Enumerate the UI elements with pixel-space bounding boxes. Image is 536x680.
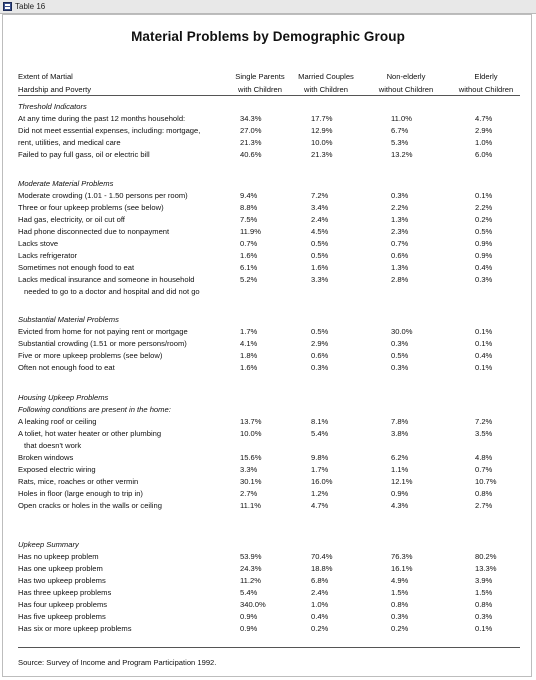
cell-elderly: 0.1% xyxy=(475,327,493,336)
section-title: Moderate Material Problems xyxy=(18,179,114,188)
table-row xyxy=(0,599,536,611)
cell-elderly: 0.8% xyxy=(475,600,493,609)
window-title: Table 16 xyxy=(15,2,46,11)
cell-married-couples: 0.3% xyxy=(311,363,329,372)
cell-married-couples: 12.9% xyxy=(311,126,333,135)
header-col-married-couples-line2: with Children xyxy=(304,85,348,94)
cell-single-parents: 0.7% xyxy=(240,239,258,248)
row-label: Has no upkeep problem xyxy=(18,552,99,561)
table-row xyxy=(0,611,536,623)
table-row xyxy=(0,202,536,214)
cell-non-elderly: 30.0% xyxy=(391,327,413,336)
cell-married-couples: 4.7% xyxy=(311,501,329,510)
cell-elderly: 4.8% xyxy=(475,453,493,462)
row-label: rent, utilities, and medical care xyxy=(18,138,121,147)
cell-single-parents: 8.8% xyxy=(240,203,258,212)
table-row xyxy=(0,338,536,350)
cell-non-elderly: 0.2% xyxy=(391,624,409,633)
cell-elderly: 2.2% xyxy=(475,203,493,212)
table-row xyxy=(0,623,536,635)
table-icon xyxy=(3,2,12,11)
table-row xyxy=(0,262,536,274)
row-label: Holes in floor (large enough to trip in) xyxy=(18,489,143,498)
row-label: Evicted from home for not paying rent or mortgage xyxy=(18,327,188,336)
cell-single-parents: 30.1% xyxy=(240,477,262,486)
cell-married-couples: 16.0% xyxy=(311,477,333,486)
section-heading xyxy=(0,539,536,551)
cell-non-elderly: 1.1% xyxy=(391,465,409,474)
cell-single-parents: 1.6% xyxy=(240,363,258,372)
cell-single-parents: 340.0% xyxy=(240,600,266,609)
cell-non-elderly: 13.2% xyxy=(391,150,413,159)
cell-married-couples: 4.5% xyxy=(311,227,329,236)
cell-single-parents: 34.3% xyxy=(240,114,262,123)
cell-single-parents: 24.3% xyxy=(240,564,262,573)
table-row xyxy=(0,274,536,286)
section-title: Upkeep Summary xyxy=(18,540,79,549)
cell-married-couples: 1.7% xyxy=(311,465,329,474)
cell-elderly: 0.4% xyxy=(475,263,493,272)
header-col-married-couples-line1: Married Couples xyxy=(298,72,354,81)
cell-married-couples: 2.4% xyxy=(311,215,329,224)
cell-married-couples: 0.5% xyxy=(311,327,329,336)
cell-non-elderly: 0.9% xyxy=(391,489,409,498)
cell-single-parents: 1.7% xyxy=(240,327,258,336)
cell-elderly: 13.3% xyxy=(475,564,497,573)
cell-married-couples: 10.0% xyxy=(311,138,333,147)
cell-non-elderly: 6.2% xyxy=(391,453,409,462)
cell-elderly: 0.7% xyxy=(475,465,493,474)
cell-single-parents: 53.9% xyxy=(240,552,262,561)
header-col-elderly-line2: without Children xyxy=(458,85,514,94)
row-label: A toliet, hot water heater or other plumbing xyxy=(18,429,162,438)
footer-rule xyxy=(18,647,520,648)
row-label: Had phone disconnected due to nonpayment xyxy=(18,227,170,236)
cell-non-elderly: 0.3% xyxy=(391,363,409,372)
cell-married-couples: 0.5% xyxy=(311,239,329,248)
cell-non-elderly: 1.3% xyxy=(391,263,409,272)
section-title: Threshold Indicators xyxy=(18,102,87,111)
cell-non-elderly: 2.8% xyxy=(391,275,409,284)
cell-married-couples: 18.8% xyxy=(311,564,333,573)
header-col-elderly-line1: Elderly xyxy=(474,72,498,81)
table-row xyxy=(0,587,536,599)
cell-single-parents: 15.6% xyxy=(240,453,262,462)
header-col-extent xyxy=(18,70,91,96)
table-row xyxy=(0,362,536,374)
row-label: Lacks refrigerator xyxy=(18,251,78,260)
table-row xyxy=(0,190,536,202)
table-row xyxy=(0,214,536,226)
table-row xyxy=(0,250,536,262)
row-label: Broken windows xyxy=(18,453,74,462)
cell-non-elderly: 2.3% xyxy=(391,227,409,236)
cell-single-parents: 1.8% xyxy=(240,351,258,360)
window-titlebar xyxy=(0,0,536,14)
table-row-continuation xyxy=(0,286,536,298)
table-row xyxy=(0,452,536,464)
header-col-extent-line2: Hardship and Poverty xyxy=(18,85,92,94)
cell-married-couples: 70.4% xyxy=(311,552,333,561)
cell-non-elderly: 11.0% xyxy=(391,114,412,123)
table-row xyxy=(0,488,536,500)
cell-single-parents: 7.5% xyxy=(240,215,258,224)
cell-non-elderly: 0.7% xyxy=(391,239,409,248)
source-label: Source: xyxy=(18,658,45,667)
cell-non-elderly: 4.3% xyxy=(391,501,409,510)
cell-elderly: 0.5% xyxy=(475,227,493,236)
row-label: Failed to pay full gass, oil or electric bill xyxy=(18,150,150,159)
cell-single-parents: 11.1% xyxy=(240,501,261,510)
row-label: Has four upkeep problems xyxy=(18,600,108,609)
row-label: Sometimes not enough food to eat xyxy=(18,263,135,272)
cell-non-elderly: 2.2% xyxy=(391,203,409,212)
table-row-continuation xyxy=(0,440,536,452)
section-heading xyxy=(0,392,536,404)
header-col-non-elderly-line2: without Children xyxy=(378,85,434,94)
table-row xyxy=(0,563,536,575)
cell-elderly: 2.9% xyxy=(475,126,493,135)
cell-elderly: 10.7% xyxy=(475,477,497,486)
row-label: Has three upkeep problems xyxy=(18,588,112,597)
row-label: that doesn't work xyxy=(24,441,82,450)
row-label: Exposed electric wiring xyxy=(18,465,96,474)
cell-elderly: 4.7% xyxy=(475,114,493,123)
cell-single-parents: 11.9% xyxy=(240,227,261,236)
section-title: Housing Upkeep Problems xyxy=(18,393,109,402)
table-row xyxy=(0,416,536,428)
header-col-single-parents-line1: Single Parents xyxy=(235,72,285,81)
cell-elderly: 0.3% xyxy=(475,612,493,621)
cell-single-parents: 5.2% xyxy=(240,275,258,284)
table-row xyxy=(0,113,536,125)
row-label: A leaking roof or ceiling xyxy=(18,417,97,426)
table-row xyxy=(0,149,536,161)
table-row xyxy=(0,326,536,338)
row-label: Did not meet essential expenses, including: mortgage, xyxy=(18,126,201,135)
row-label: needed to go to a doctor and hospital and did not go xyxy=(24,287,200,296)
cell-married-couples: 5.4% xyxy=(311,429,329,438)
cell-married-couples: 17.7% xyxy=(311,114,333,123)
cell-non-elderly: 7.8% xyxy=(391,417,409,426)
cell-single-parents: 2.7% xyxy=(240,489,258,498)
row-label: Open cracks or holes in the walls or ceiling xyxy=(18,501,162,510)
section-heading xyxy=(0,178,536,190)
cell-single-parents: 13.7% xyxy=(240,417,262,426)
row-label: At any time during the past 12 months household: xyxy=(18,114,186,123)
cell-married-couples: 0.2% xyxy=(311,624,329,633)
cell-married-couples: 2.9% xyxy=(311,339,329,348)
row-label: Rats, mice, roaches or other vermin xyxy=(18,477,139,486)
cell-non-elderly: 0.3% xyxy=(391,339,409,348)
table-title: Material Problems by Demographic Group xyxy=(131,29,405,44)
cell-single-parents: 6.1% xyxy=(240,263,258,272)
row-label: Lacks stove xyxy=(18,239,59,248)
cell-single-parents: 10.0% xyxy=(240,429,262,438)
cell-married-couples: 21.3% xyxy=(311,150,333,159)
row-label: Three or four upkeep problems (see below) xyxy=(18,203,164,212)
row-label: Has five upkeep problems xyxy=(18,612,106,621)
cell-elderly: 0.1% xyxy=(475,363,493,372)
row-label: Often not enough food to eat xyxy=(18,363,115,372)
cell-elderly: 2.7% xyxy=(475,501,493,510)
section-heading xyxy=(0,101,536,113)
cell-elderly: 1.5% xyxy=(475,588,493,597)
cell-married-couples: 3.4% xyxy=(311,203,329,212)
cell-non-elderly: 1.3% xyxy=(391,215,409,224)
row-label: Had gas, electricity, or oil cut off xyxy=(18,215,125,224)
cell-married-couples: 3.3% xyxy=(311,275,329,284)
row-label: Five or more upkeep problems (see below) xyxy=(18,351,163,360)
cell-elderly: 0.3% xyxy=(475,275,493,284)
cell-non-elderly: 12.1% xyxy=(391,477,413,486)
table-row xyxy=(0,125,536,137)
header-col-non-elderly xyxy=(366,70,446,96)
cell-married-couples: 0.4% xyxy=(311,612,329,621)
cell-single-parents: 1.6% xyxy=(240,251,258,260)
cell-elderly: 0.4% xyxy=(475,351,493,360)
cell-elderly: 0.1% xyxy=(475,624,493,633)
table-row xyxy=(0,476,536,488)
cell-non-elderly: 0.5% xyxy=(391,351,409,360)
header-col-single-parents-line2: with Children xyxy=(238,85,282,94)
cell-non-elderly: 0.3% xyxy=(391,191,409,200)
table-row xyxy=(0,350,536,362)
cell-elderly: 0.8% xyxy=(475,489,493,498)
cell-single-parents: 0.9% xyxy=(240,624,258,633)
cell-elderly: 1.0% xyxy=(475,138,493,147)
table-row xyxy=(0,551,536,563)
cell-elderly: 80.2% xyxy=(475,552,497,561)
header-rule xyxy=(18,95,520,96)
cell-single-parents: 27.0% xyxy=(240,126,262,135)
cell-elderly: 0.2% xyxy=(475,215,493,224)
cell-non-elderly: 1.5% xyxy=(391,588,409,597)
table-row xyxy=(0,575,536,587)
cell-non-elderly: 6.7% xyxy=(391,126,409,135)
cell-elderly: 0.1% xyxy=(475,339,493,348)
cell-married-couples: 7.2% xyxy=(311,191,329,200)
cell-single-parents: 4.1% xyxy=(240,339,258,348)
cell-married-couples: 1.2% xyxy=(311,489,329,498)
source-text: Survey of Income and Program Participation 1992. xyxy=(44,658,217,667)
cell-single-parents: 11.2% xyxy=(240,576,261,585)
section-title: Substantial Material Problems xyxy=(18,315,119,324)
row-label: Has two upkeep problems xyxy=(18,576,106,585)
row-label: Lacks medical insurance and someone in household xyxy=(18,275,195,284)
cell-elderly: 0.9% xyxy=(475,251,493,260)
cell-non-elderly: 16.1% xyxy=(391,564,413,573)
table-row xyxy=(0,226,536,238)
source-note xyxy=(18,658,216,667)
cell-married-couples: 0.6% xyxy=(311,351,329,360)
cell-single-parents: 21.3% xyxy=(240,138,262,147)
section-title: Following conditions are present in the home: xyxy=(18,405,171,414)
section-heading xyxy=(0,404,536,416)
section-heading xyxy=(0,314,536,326)
cell-single-parents: 3.3% xyxy=(240,465,258,474)
row-label: Substantial crowding (1.51 or more persons/room) xyxy=(18,339,187,348)
cell-single-parents: 40.6% xyxy=(240,150,262,159)
cell-married-couples: 2.4% xyxy=(311,588,329,597)
cell-non-elderly: 76.3% xyxy=(391,552,413,561)
cell-single-parents: 5.4% xyxy=(240,588,258,597)
header-col-non-elderly-line1: Non-elderly xyxy=(386,72,426,81)
row-label: Has six or more upkeep problems xyxy=(18,624,132,633)
cell-married-couples: 0.5% xyxy=(311,251,329,260)
header-col-married-couples xyxy=(286,70,366,96)
cell-married-couples: 6.8% xyxy=(311,576,329,585)
cell-non-elderly: 3.8% xyxy=(391,429,409,438)
cell-elderly: 3.5% xyxy=(475,429,493,438)
table-row xyxy=(0,137,536,149)
row-label: Moderate crowding (1.01 - 1.50 persons per room) xyxy=(18,191,188,200)
row-label: Has one upkeep problem xyxy=(18,564,103,573)
cell-married-couples: 1.6% xyxy=(311,263,329,272)
table-row xyxy=(0,238,536,250)
cell-elderly: 0.1% xyxy=(475,191,493,200)
header-col-elderly xyxy=(446,70,526,96)
cell-elderly: 0.9% xyxy=(475,239,493,248)
cell-married-couples: 1.0% xyxy=(311,600,329,609)
cell-elderly: 6.0% xyxy=(475,150,493,159)
cell-non-elderly: 4.9% xyxy=(391,576,409,585)
table-row xyxy=(0,464,536,476)
header-col-extent-line1: Extent of Martial xyxy=(18,72,73,81)
cell-non-elderly: 5.3% xyxy=(391,138,409,147)
cell-single-parents: 9.4% xyxy=(240,191,258,200)
cell-elderly: 3.9% xyxy=(475,576,493,585)
table-row xyxy=(0,500,536,512)
cell-elderly: 7.2% xyxy=(475,417,493,426)
cell-married-couples: 9.8% xyxy=(311,453,329,462)
cell-non-elderly: 0.6% xyxy=(391,251,409,260)
cell-married-couples: 8.1% xyxy=(311,417,329,426)
cell-single-parents: 0.9% xyxy=(240,612,258,621)
cell-non-elderly: 0.8% xyxy=(391,600,409,609)
table-row xyxy=(0,428,536,440)
cell-non-elderly: 0.3% xyxy=(391,612,409,621)
